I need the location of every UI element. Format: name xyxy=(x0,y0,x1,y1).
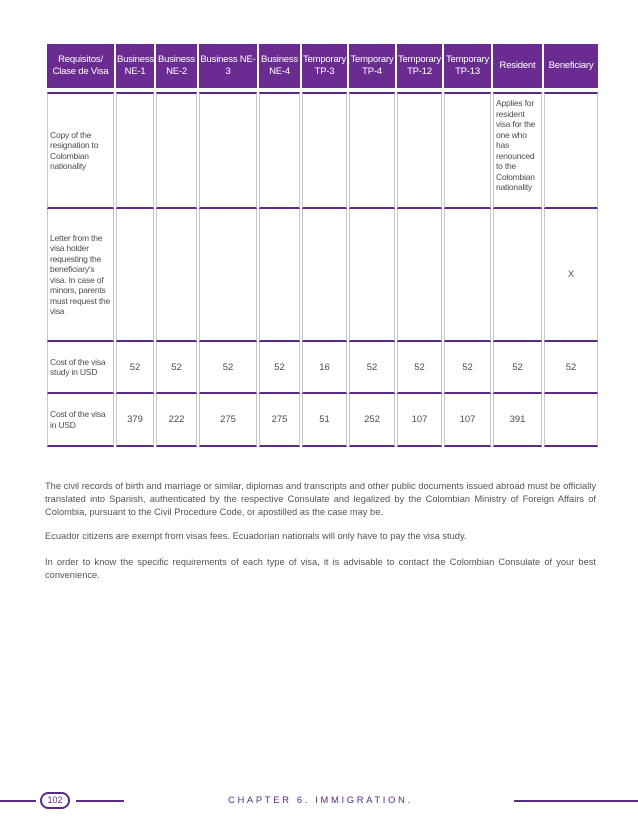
table-cell: 252 xyxy=(349,394,395,447)
table-cell xyxy=(493,209,542,342)
visa-requirements-table xyxy=(45,44,600,447)
table-row-resignation xyxy=(47,92,598,209)
table-cell: 52 xyxy=(444,342,491,394)
table-cell xyxy=(397,92,442,209)
header-resident: Resident xyxy=(493,44,542,88)
paragraph-civil-records: The civil records of birth and marriage or similar, diplomas and transcripts and other public documents issued abroad must be officially translated into Spanish, authenticated by the respective Consulate and legalized by the Colombian Ministry of Foreign Affairs of Colombia, pursuant to the Civil Procedure Code, or apostilled as the case may be. xyxy=(45,481,596,517)
table-cell: 52 xyxy=(544,342,598,394)
header-beneficiary: Beneficiary xyxy=(544,44,598,88)
header-business-ne3: Business NE-3 xyxy=(199,44,257,88)
header-requirements: Requisitos/ Clase de Visa xyxy=(47,44,114,88)
table-cell xyxy=(444,92,491,209)
table-cell xyxy=(349,92,395,209)
table-cell xyxy=(116,209,154,342)
chapter-title: CHAPTER 6. IMMIGRATION. xyxy=(228,795,413,806)
table-cell: 107 xyxy=(444,394,491,447)
table-cell xyxy=(199,209,257,342)
table-cell: 52 xyxy=(349,342,395,394)
table-cell: 52 xyxy=(156,342,197,394)
table-cell: 16 xyxy=(302,342,347,394)
footer-rule-middle xyxy=(76,800,124,802)
table-cell xyxy=(199,92,257,209)
row-label: Copy of the resignation to Colombian nationality xyxy=(47,92,114,209)
table-cell xyxy=(259,209,300,342)
row-label: Letter from the visa holder requesting the beneficiary's visa. In case of minors, parents must request the visa xyxy=(47,209,114,342)
table-cell: 51 xyxy=(302,394,347,447)
table-cell: 52 xyxy=(199,342,257,394)
table-cell xyxy=(544,92,598,209)
table-cell: 222 xyxy=(156,394,197,447)
footer-rule-left xyxy=(0,800,36,802)
table-cell xyxy=(302,92,347,209)
header-business-ne2: Business NE-2 xyxy=(156,44,197,88)
table-cell: 52 xyxy=(259,342,300,394)
header-row xyxy=(47,44,598,88)
paragraph-ecuador-exemption: Ecuador citizens are exempt from visas fees. Ecuadorian nationals will only have to pay the visa study. xyxy=(45,531,467,541)
table-cell xyxy=(302,209,347,342)
row-label: Cost of the visa in USD xyxy=(47,394,114,447)
header-temporary-tp13: Temporary TP-13 xyxy=(444,44,491,88)
table-row-study-cost xyxy=(47,342,598,394)
table-cell xyxy=(349,209,395,342)
table-cell: 275 xyxy=(199,394,257,447)
table-cell: X xyxy=(544,209,598,342)
table-cell xyxy=(156,209,197,342)
table-cell: 52 xyxy=(116,342,154,394)
table-cell: 52 xyxy=(493,342,542,394)
header-temporary-tp12: Temporary TP-12 xyxy=(397,44,442,88)
header-business-ne4: Business NE-4 xyxy=(259,44,300,88)
paragraph-consulate-advice: In order to know the specific requirements of each type of visa, it is advisable to contact the Colombian Consulate of your best convenience. xyxy=(45,557,596,580)
table-cell xyxy=(259,92,300,209)
table-cell: 379 xyxy=(116,394,154,447)
table-cell: 52 xyxy=(397,342,442,394)
header-temporary-tp4: Temporary TP-4 xyxy=(349,44,395,88)
table-cell xyxy=(544,394,598,447)
resident-note-cell: Applies for resident visa for the one who has renounced to the Colombian nationality xyxy=(493,92,542,209)
header-business-ne1: Business NE-1 xyxy=(116,44,154,88)
table-cell xyxy=(397,209,442,342)
table-cell xyxy=(116,92,154,209)
footer-rule-right xyxy=(514,800,638,802)
table-row-visa-cost xyxy=(47,394,598,447)
table-row-letter xyxy=(47,209,598,342)
table-cell xyxy=(156,92,197,209)
table-cell: 391 xyxy=(493,394,542,447)
table-cell: 107 xyxy=(397,394,442,447)
table-cell: 275 xyxy=(259,394,300,447)
table-cell xyxy=(444,209,491,342)
page-number: 102 xyxy=(40,792,70,809)
header-temporary-tp3: Temporary TP-3 xyxy=(302,44,347,88)
row-label: Cost of the visa study in USD xyxy=(47,342,114,394)
